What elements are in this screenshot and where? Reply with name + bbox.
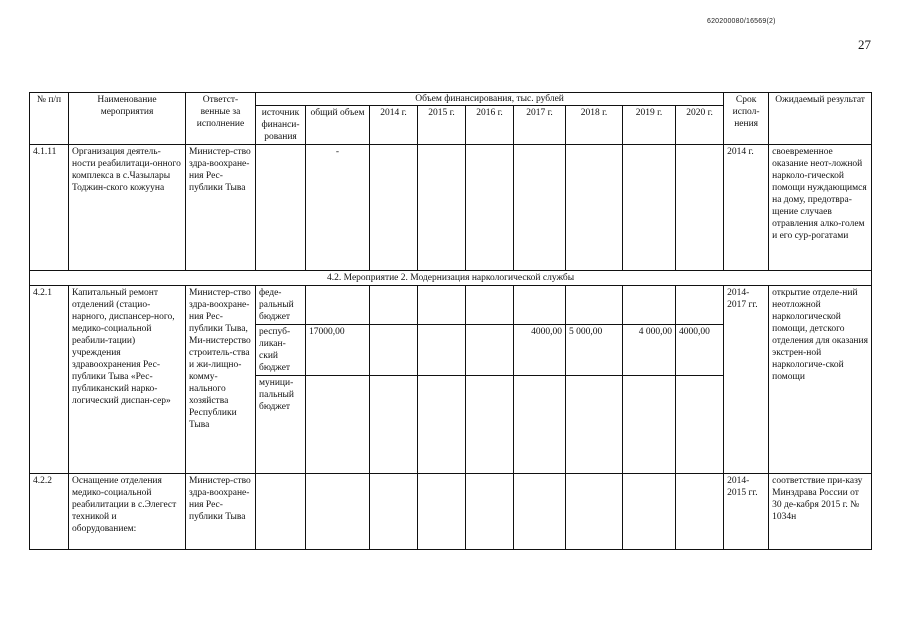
row-year-2014 <box>370 145 418 271</box>
cell-empty <box>306 474 370 550</box>
cell-empty <box>256 474 306 550</box>
row-year-2019 <box>623 145 676 271</box>
row-responsible: Министер-ство здра-воохране-ния Рес-публики Тыва <box>186 145 256 271</box>
header-total: общий объем <box>306 106 370 145</box>
cell-empty <box>306 286 370 325</box>
row-name: Организация деятель-ности реабилитаци-онного комплекса в с.Чазылары Тоджин-ского кожууна <box>69 145 186 271</box>
table-row <box>30 145 872 271</box>
header-name: Наименование мероприятия <box>69 93 186 145</box>
cell-empty <box>418 286 466 325</box>
cell-empty <box>514 376 566 474</box>
header-year-2014: 2014 г. <box>370 106 418 145</box>
row-name: Оснащение отделения медико-социальной реабилитации в с.Элегест техникой и оборудованием: <box>69 474 186 550</box>
section-title: 4.2. Мероприятие 2. Модернизация наркологической службы <box>30 271 872 286</box>
header-year-2015: 2015 г. <box>418 106 466 145</box>
section-row <box>30 271 872 286</box>
header-year-2016: 2016 г. <box>466 106 514 145</box>
cell-empty <box>418 474 466 550</box>
row-result: соответствие при-казу Минздрава России от 30 де-кабря 2015 г. № 1034н <box>769 474 872 550</box>
row-year-2015 <box>418 145 466 271</box>
cell-empty <box>370 286 418 325</box>
header-row-1 <box>30 93 872 106</box>
header-finance-group: Объем финансирования, тыс. рублей <box>256 93 724 106</box>
row-year-2020: 4000,00 <box>676 325 724 376</box>
table-row <box>30 286 872 325</box>
cell-empty <box>466 325 514 376</box>
row-total-value: - <box>335 147 340 157</box>
row-total: 17000,00 <box>306 325 370 376</box>
cell-empty <box>466 286 514 325</box>
row-responsible: Министер-ство здра-воохране-ния Рес-публики Тыва <box>186 474 256 550</box>
row-year-2018: 5 000,00 <box>566 325 623 376</box>
header-year-2017: 2017 г. <box>514 106 566 145</box>
row-year-2017: 4000,00 <box>514 325 566 376</box>
row-source-republican: респуб-ликан-ский бюджет <box>256 325 306 376</box>
row-term: 2014 г. <box>724 145 769 271</box>
row-total <box>306 145 370 271</box>
row-num: 4.1.11 <box>30 145 69 271</box>
row-year-2016 <box>466 145 514 271</box>
cell-empty <box>514 286 566 325</box>
row-num: 4.2.1 <box>30 286 69 474</box>
cell-empty <box>623 286 676 325</box>
row-source-municipal: муници-пальный бюджет <box>256 376 306 474</box>
header-responsible: Ответст-венные за исполнение <box>186 93 256 145</box>
row-year-2020 <box>676 145 724 271</box>
cell-empty <box>623 474 676 550</box>
row-term: 2014-2017 гг. <box>724 286 769 474</box>
cell-empty <box>466 474 514 550</box>
cell-empty <box>676 376 724 474</box>
cell-empty <box>418 376 466 474</box>
cell-empty <box>370 376 418 474</box>
cell-empty <box>514 474 566 550</box>
row-source <box>256 145 306 271</box>
header-source: источник финанси-рования <box>256 106 306 145</box>
row-year-2017 <box>514 145 566 271</box>
header-result: Ожидаемый результат <box>769 93 872 145</box>
row-result: своевременное оказание неот-ложной нарколо-гической помощи нуждающимся на дому, предотвра-щение случаев отравления алко-голем и его сур-рогатами <box>769 145 872 271</box>
cell-empty <box>418 325 466 376</box>
row-year-2019: 4 000,00 <box>623 325 676 376</box>
header-year-2018: 2018 г. <box>566 106 623 145</box>
row-source-federal: феде-ральный бюджет <box>256 286 306 325</box>
cell-empty <box>466 376 514 474</box>
financing-table <box>29 92 872 550</box>
cell-empty <box>566 286 623 325</box>
cell-empty <box>370 325 418 376</box>
row-num: 4.2.2 <box>30 474 69 550</box>
row-responsible: Министер-ство здра-воохране-ния Рес-публики Тыва, Ми-нистерство строитель-ства и жи-лищно-комму-нального хозяйства Республики Тыва <box>186 286 256 474</box>
row-result: открытие отделе-ний неотложной наркологической помощи, детского отделения для оказания экстрен-ной наркологиче-ской помощи <box>769 286 872 474</box>
header-num: № п/п <box>30 93 69 145</box>
cell-empty <box>676 286 724 325</box>
row-term: 2014-2015 гг. <box>724 474 769 550</box>
cell-empty <box>623 376 676 474</box>
row-name: Капитальный ремонт отделений (стацио-нарного, диспансер-ного, медико-социальной реабили-тации) учреждения здравоохранения Рес-публики Тыва «Рес-публиканский нарко-логический диспан-сер» <box>69 286 186 474</box>
row-year-2018 <box>566 145 623 271</box>
header-year-2020: 2020 г. <box>676 106 724 145</box>
cell-empty <box>370 474 418 550</box>
page-number: 27 <box>858 37 871 52</box>
cell-empty <box>566 376 623 474</box>
cell-empty <box>676 474 724 550</box>
header-year-2019: 2019 г. <box>623 106 676 145</box>
cell-empty <box>306 376 370 474</box>
document-id: 620200080/16569(2) <box>707 18 776 25</box>
header-term: Срок испол-нения <box>724 93 769 145</box>
cell-empty <box>566 474 623 550</box>
table-row <box>30 474 872 550</box>
